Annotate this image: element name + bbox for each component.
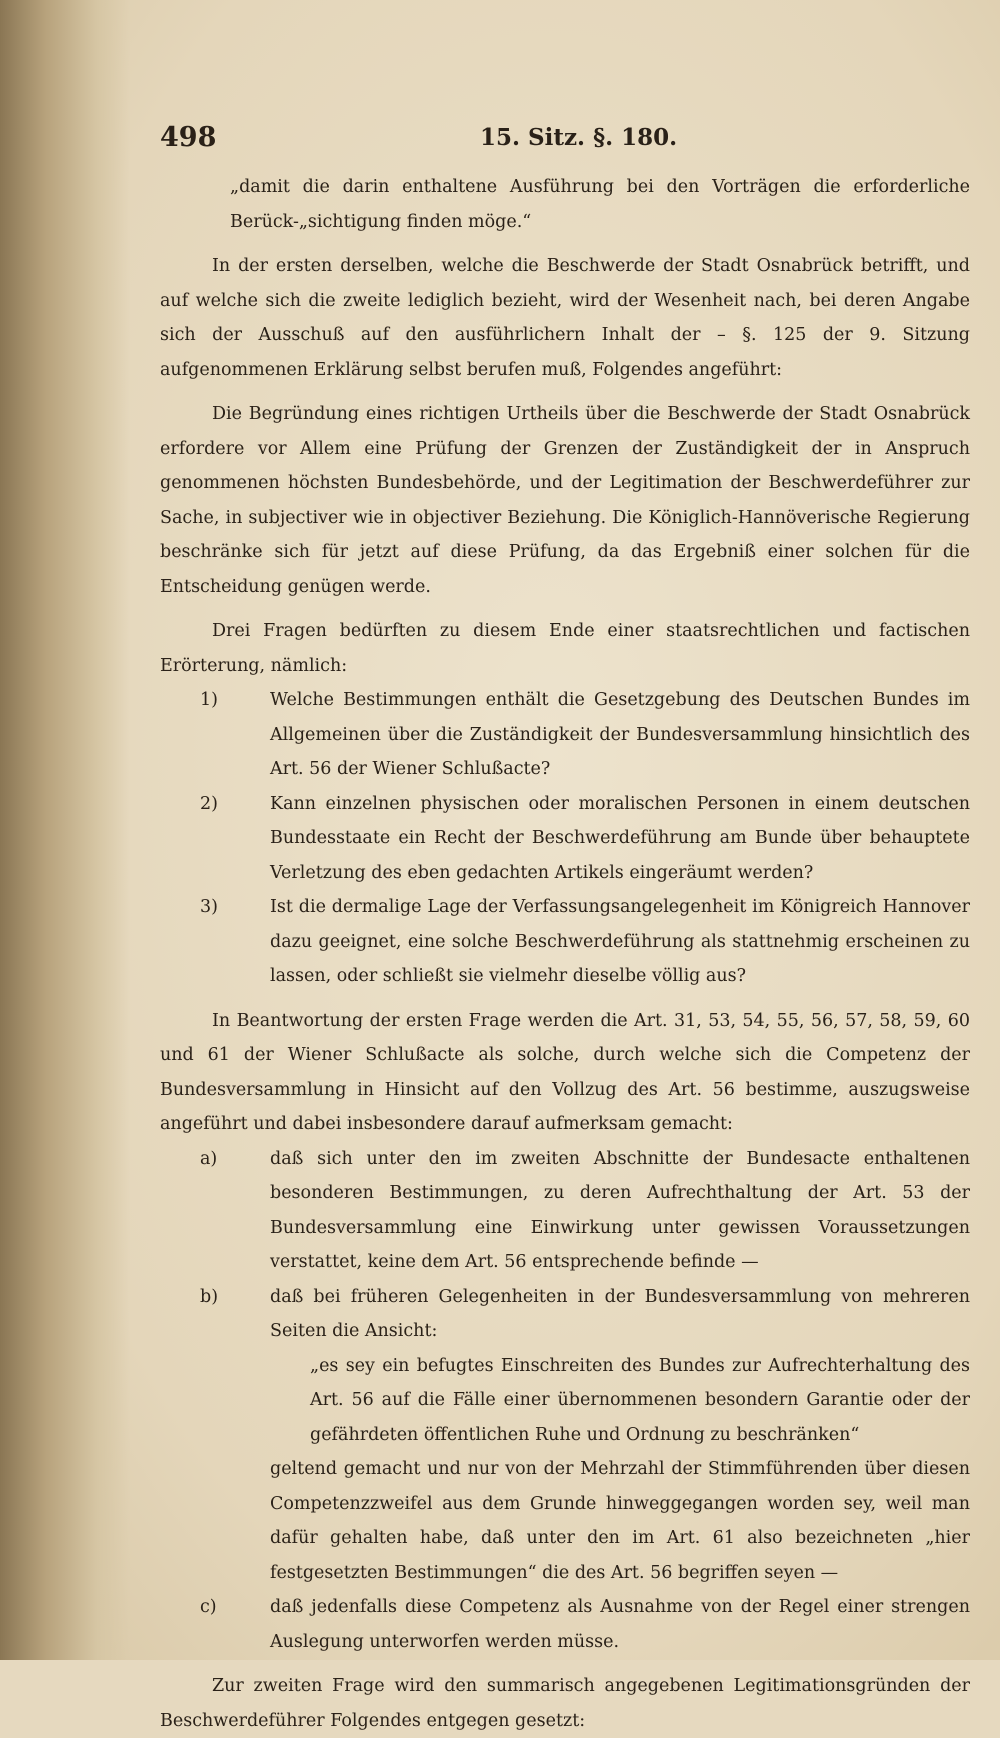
question-item bbox=[160, 787, 970, 891]
point-b-continuation: geltend gemacht und nur von der Mehrzahl der Stimmführenden über diesen Competenzzweifel aus dem Grunde hinweggegangen worden sey, weil man dafür gehalten habe, daß unter den im Art. 61 also bezeichneten „hier festgesetzten Bestimmungen“ die des Art. 56 begriffen seyen — bbox=[270, 1459, 970, 1583]
point-item-c bbox=[160, 1590, 970, 1659]
question-marker: 2) bbox=[200, 793, 218, 814]
page-number: 498 bbox=[160, 122, 217, 153]
point-b-intro: daß bei früheren Gelegenheiten in der Bundesversammlung von mehreren Seiten die Ansicht: bbox=[270, 1286, 970, 1341]
paragraph-first-statement: In der ersten derselben, welche die Beschwerde der Stadt Osnabrück betrifft, und auf welche sich die zweite lediglich bezieht, wird der Wesenheit nach, bei deren Angabe sich der Ausschuß auf den ausführlichern Inhalt der – §. 125 der 9. Sitzung aufgenommenen Erklärung selbst berufen muß, Folgendes angeführt: bbox=[160, 256, 970, 380]
point-text: daß sich unter den im zweiten Abschnitte der Bundesacte enthaltenen besonderen Bestimmungen, zu deren Aufrechthaltung der Art. 53 der Bundesversammlung eine Einwirkung unter gewissen Voraussetzungen verstattet, keine dem Art. 56 entsprechende befinde — bbox=[270, 1148, 970, 1272]
point-text bbox=[270, 1280, 970, 1591]
body-text bbox=[160, 170, 970, 1738]
page-header bbox=[160, 118, 970, 170]
paragraph-second-answer: Zur zweiten Frage wird den summarisch angegebenen Legitimationsgründen der Beschwerdeführer Folgendes entgegen gesetzt: bbox=[160, 1676, 970, 1731]
point-marker: c) bbox=[200, 1597, 217, 1617]
paragraph-first-answer: In Beantwortung der ersten Frage werden die Art. 31, 53, 54, 55, 56, 57, 58, 59, 60 und 61 der Wiener Schlußacte als solche, durch welche sich die Competenz der Bundesversammlung in Hinsicht auf den Vollzug des Art. 56 bestimme, auszugsweise angeführt und dabei insbesondere darauf aufmerksam gemacht: bbox=[160, 1010, 970, 1134]
point-item-b bbox=[160, 1280, 970, 1591]
point-marker: a) bbox=[200, 1148, 218, 1169]
point-marker: b) bbox=[200, 1286, 219, 1307]
question-text: Kann einzelnen physischen oder moralischen Personen in einem deutschen Bundesstaate ein Recht der Beschwerdeführung am Bunde über behauptete Verletzung des eben gedachten Artikels eingeräumt werden? bbox=[270, 793, 970, 883]
paragraph-grounds: Die Begründung eines richtigen Urtheils über die Beschwerde der Stadt Osnabrück erfordere vor Allem eine Prüfung der Grenzen der Zuständigkeit der in Anspruch genommenen höchsten Bundesbehörde, und der Legitimation der Beschwerdeführer zur Sache, in subjectiver wie in objectiver Beziehung. Die Königlich-Hannöverische Regierung beschränke sich für jetzt auf diese Prüfung, da das Ergebniß einer solchen für die Entscheidung genügen werde. bbox=[160, 404, 970, 597]
point-text: daß jedenfalls diese Competenz als Ausnahme von der Regel einer strengen Auslegung unterworfen werden müsse. bbox=[270, 1597, 970, 1652]
question-item bbox=[160, 890, 970, 994]
question-text: Ist die dermalige Lage der Verfassungsangelegenheit im Königreich Hannover dazu geeignet, eine solche Beschwerdeführung als stattnehmig erscheinen zu lassen, oder schließt sie vielmehr dieselbe völlig aus? bbox=[270, 897, 970, 986]
point-b-quote: „es sey ein befugtes Einschreiten des Bundes zur Aufrechterhaltung des Art. 56 auf die Fälle einer übernommenen besondern Garantie oder der gefährdeten öffentlichen Ruhe und Ordnung zu beschränken“ bbox=[310, 1355, 970, 1445]
question-text: Welche Bestimmungen enthält die Gesetzgebung des Deutschen Bundes im Allgemeinen über die Zuständigkeit der Bundesversammlung hinsichtlich des Art. 56 der Wiener Schlußacte? bbox=[270, 690, 970, 779]
question-marker: 1) bbox=[200, 690, 218, 710]
question-item bbox=[160, 683, 970, 787]
paragraph-three-questions: Drei Fragen bedürften zu diesem Ende einer staatsrechtlichen und factischen Erörterung, nämlich: bbox=[160, 621, 970, 676]
point-item-a bbox=[160, 1142, 970, 1280]
question-marker: 3) bbox=[200, 897, 218, 917]
running-head: 15. Sitz. §. 180. bbox=[480, 124, 678, 151]
quoted-continuation: „damit die darin enthaltene Ausführung bei den Vorträgen die erforderliche Berück-„sichtigung finden möge.“ bbox=[230, 177, 970, 232]
